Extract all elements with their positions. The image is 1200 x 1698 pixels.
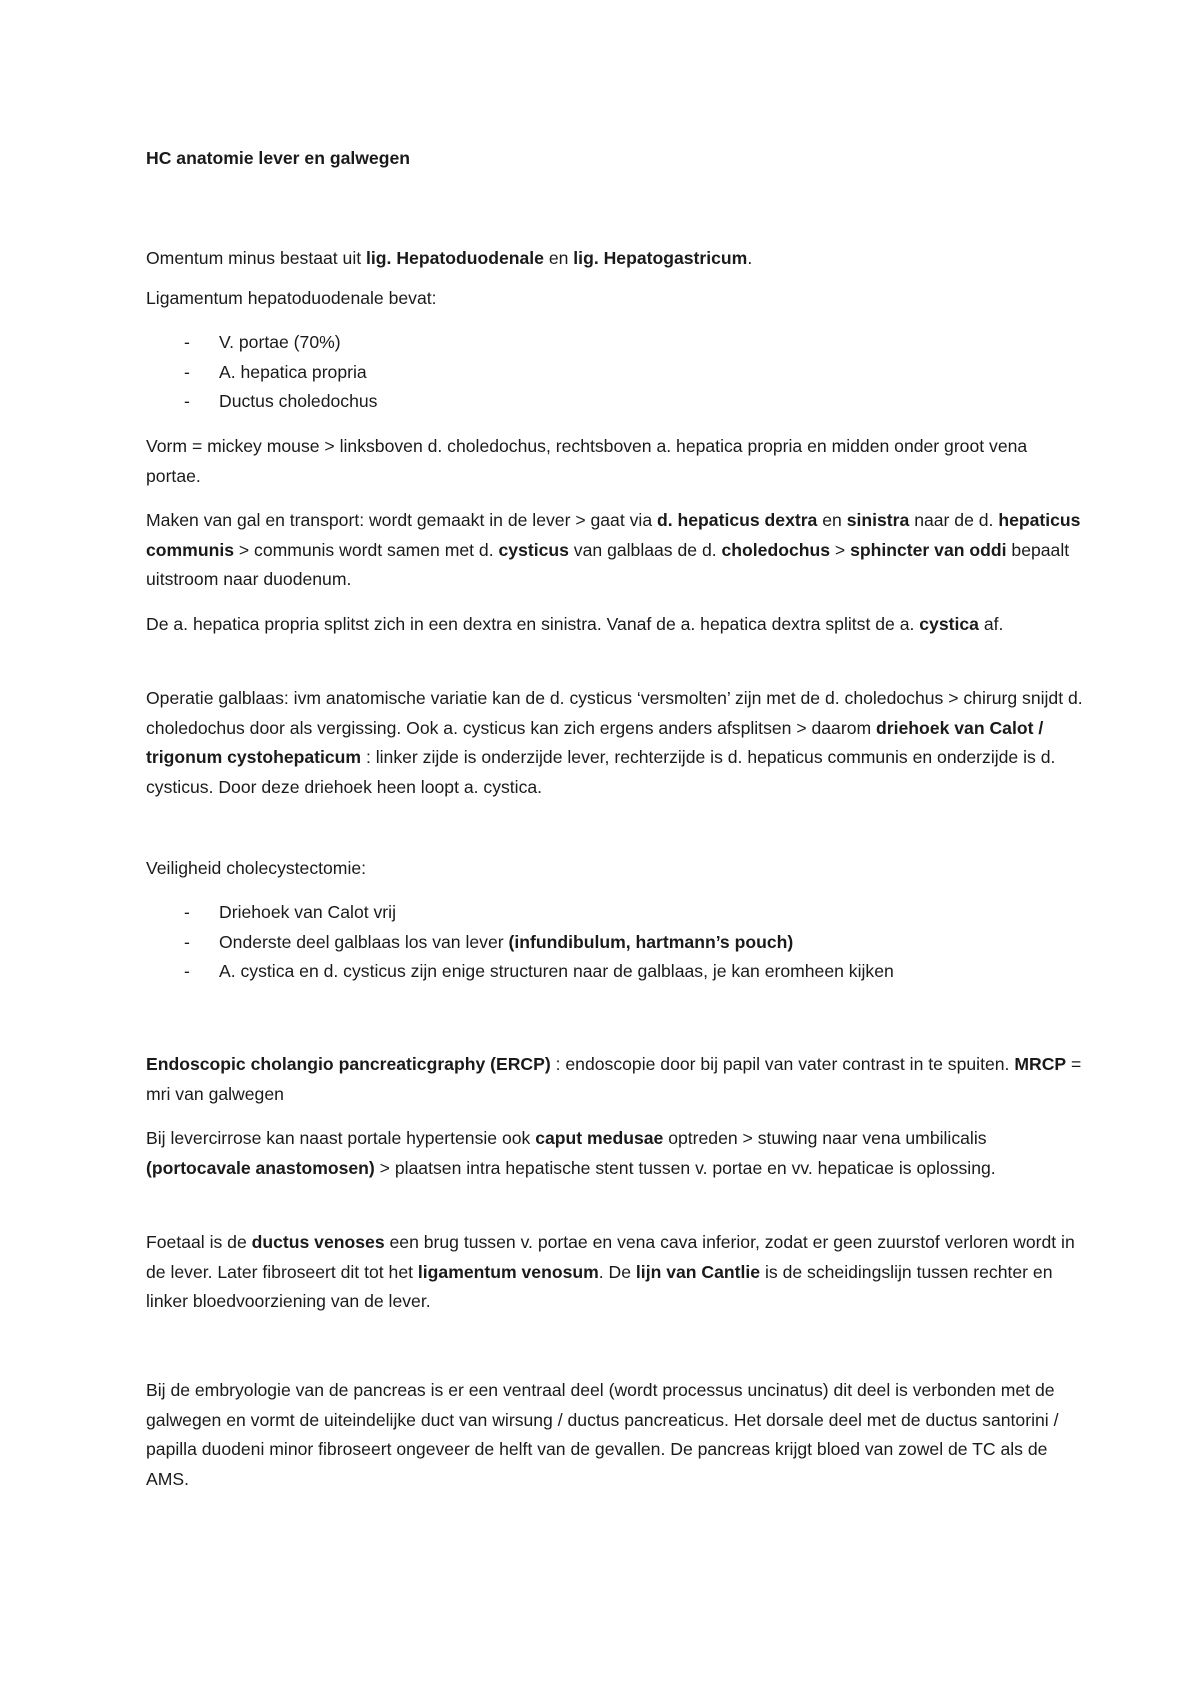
list-item-text: A. hepatica propria (219, 361, 367, 382)
list-item-text: A. cystica en d. cysticus zijn enige structuren naar de galblaas, je kan eromheen kijken (219, 961, 894, 981)
text: Foetaal is de (146, 1232, 252, 1252)
list-ligamentum-contents (146, 328, 377, 417)
list-item (146, 387, 377, 417)
list-item (146, 358, 377, 388)
text: > (830, 539, 851, 560)
bold-text: ductus venoses (251, 1232, 385, 1252)
bold-text: driehoek van Calot / trigonum cystohepaticum (146, 717, 1044, 767)
bold-text: d. hepaticus dextra (657, 510, 818, 530)
text: > communis wordt samen met d. (234, 539, 499, 560)
text: Bij levercirrose kan naast portale hypertensie ook (146, 1128, 536, 1148)
bold-text: ligamentum venosum (417, 1261, 599, 1282)
list-item (146, 928, 894, 958)
document-title: HC anatomie lever en galwegen (146, 148, 410, 168)
bold-text: lig. Hepatogastricum (573, 248, 748, 268)
text: Maken van gal en transport: wordt gemaakt in de lever > gaat via (146, 510, 657, 530)
bold-text: MRCP (1014, 1054, 1067, 1074)
paragraph-foetaal (146, 1228, 1086, 1317)
paragraph-gal-transport (146, 506, 1086, 595)
bullet-dash: - (184, 332, 190, 352)
text: . De (598, 1261, 636, 1282)
list-veiligheid (146, 898, 894, 987)
bullet-dash: - (184, 902, 190, 922)
paragraph-ligamentum: Ligamentum hepatoduodenale bevat: (146, 288, 437, 308)
text: Omentum minus bestaat uit (146, 248, 367, 268)
text: een brug tussen v. portae en vena cava inferior, zodat er geen zuurstof verloren wordt in de lever. Later fibroseert dit tot het (146, 1232, 1075, 1282)
text: . (747, 248, 753, 268)
bullet-dash: - (184, 961, 190, 981)
bold-text: (portocavale anastomosen) (146, 1157, 375, 1178)
bold-text: sphincter van oddi (850, 539, 1007, 560)
list-item (146, 898, 894, 928)
text: en (543, 248, 574, 268)
text: Operatie galblaas: ivm anatomische variatie kan de d. cysticus ‘versmolten’ zijn met de d. choledochus > chirurg snijdt d. choledochus door als vergissing. Ook a. cysticus kan zich ergens anders afsplitsen > daarom (146, 688, 1083, 738)
paragraph-levercirrose (146, 1124, 1086, 1183)
bold-text: cysticus (498, 539, 569, 560)
bullet-dash: - (184, 361, 190, 382)
bold-text: caput medusae (535, 1128, 664, 1148)
text: optreden > stuwing naar vena umbilicalis (663, 1128, 987, 1148)
list-item-text: Driehoek van Calot vrij (219, 902, 396, 922)
paragraph-ercp (146, 1050, 1086, 1109)
bold-text: (infundibulum, hartmann’s pouch) (508, 931, 794, 952)
paragraph-omentum (146, 244, 1086, 274)
text: De a. hepatica propria splitst zich in een dextra en sinistra. Vanaf de a. hepatica dextra splitst de a. (146, 614, 920, 634)
text: : linker zijde is onderzijde lever, rechterzijde is d. hepaticus communis en onderzijde is d. cysticus. Door deze driehoek heen loopt a. cystica. (146, 747, 1056, 797)
paragraph-pancreas: Bij de embryologie van de pancreas is er een ventraal deel (wordt processus uncinatus) dit deel is verbonden met de galwegen en vormt de uiteindelijke duct van wirsung / ductus pancreaticus. Het dorsale deel met de ductus santorini / papilla duodeni minor fibroseert ongeveer de helft van de gevallen. De pancreas krijgt bloed van zowel de TC als de AMS. (146, 1380, 1059, 1489)
text: af. (978, 614, 1004, 634)
list-item (146, 328, 377, 358)
text: : endoscopie door bij papil van vater contrast in te spuiten. (550, 1054, 1015, 1074)
bold-text: cystica (919, 614, 979, 634)
text: en (817, 510, 847, 530)
paragraph-vorm: Vorm = mickey mouse > linksboven d. choledochus, rechtsboven a. hepatica propria en midden onder groot vena portae. (146, 436, 1028, 486)
bullet-dash: - (184, 931, 190, 952)
paragraph-veiligheid: Veiligheid cholecystectomie: (146, 858, 367, 878)
bold-text: lig. Hepatoduodenale (366, 248, 544, 268)
list-item-text: V. portae (70%) (219, 332, 341, 352)
bold-text: sinistra (846, 510, 910, 530)
paragraph-hepatica (146, 610, 1086, 640)
paragraph-operatie (146, 684, 1086, 802)
bold-text: lijn van Cantlie (635, 1261, 761, 1282)
list-item-text: Onderste deel galblaas los van lever (219, 931, 509, 952)
text: naar de d. (909, 510, 999, 530)
text: = mri van galwegen (146, 1054, 1082, 1104)
bold-text: Endoscopic cholangio pancreaticgraphy (ERCP) (146, 1054, 551, 1074)
bold-text: hepaticus communis (146, 510, 1081, 560)
text: > plaatsen intra hepatische stent tussen v. portae en vv. hepaticae is oplossing. (374, 1157, 996, 1178)
list-item-text: Ductus choledochus (219, 391, 378, 411)
list-item (146, 957, 894, 987)
bullet-dash: - (184, 391, 190, 411)
text: van galblaas de d. (568, 539, 722, 560)
text: is de scheidingslijn tussen rechter en linker bloedvoorziening van de lever. (146, 1261, 1053, 1311)
bold-text: choledochus (721, 539, 831, 560)
text: bepaalt uitstroom naar duodenum. (146, 539, 1070, 589)
